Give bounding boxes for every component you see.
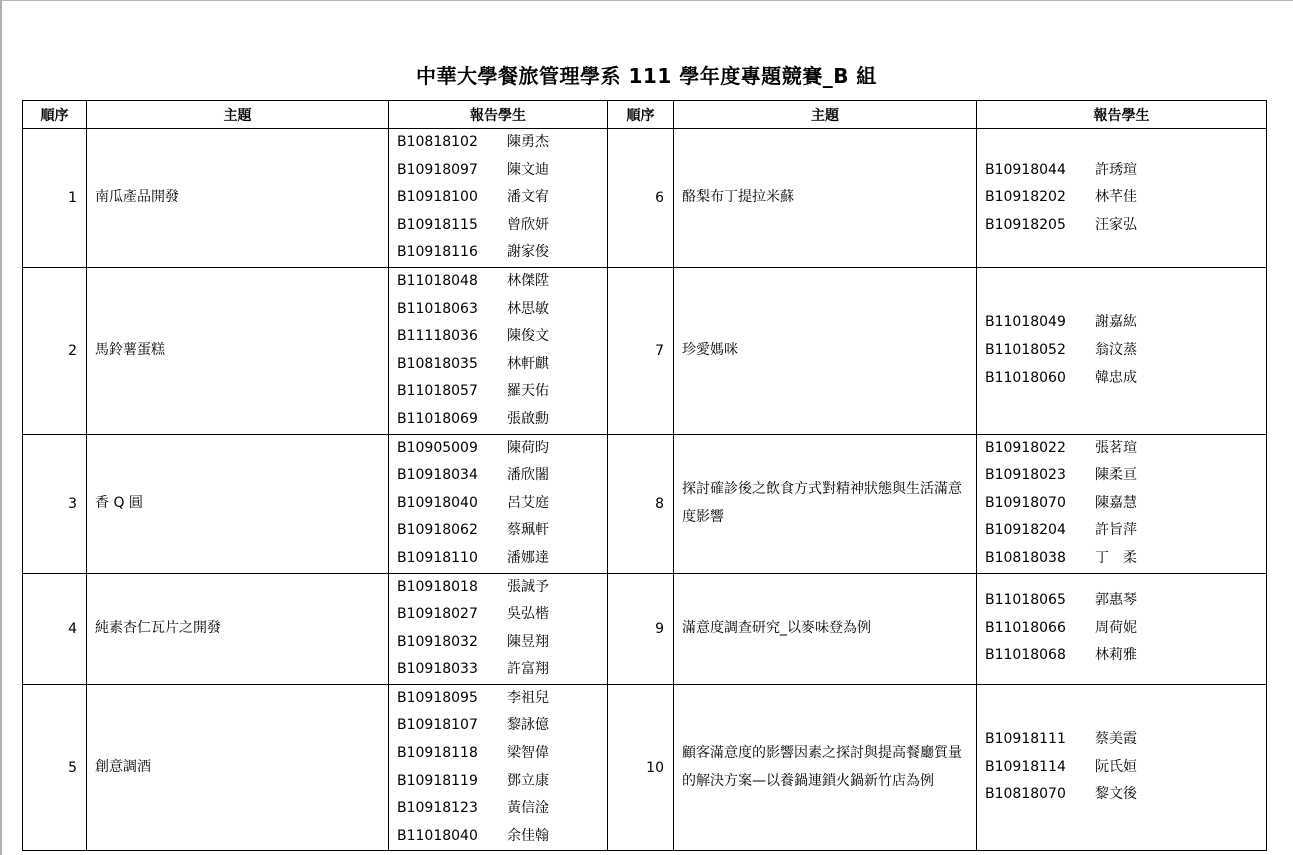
student-name: 周荷妮 [1095,619,1137,636]
topic-cell: 純素杏仁瓦片之開發 [87,573,389,684]
student-id: B10918118 [397,745,478,762]
student-entry [397,685,607,713]
document-title: 中華大學餐旅管理學系 111 學年度專題競賽_B 組 [416,64,877,88]
student-entry [985,462,1266,490]
header-row [23,101,1267,129]
header-order-right: 順序 [608,101,674,129]
order-number: 10 [608,684,674,851]
header-topic: 主題 [87,101,389,129]
table-row [23,684,1267,851]
topic-cell: 南瓜產品開發 [87,129,389,268]
student-entry [397,184,607,212]
student-id: B10918040 [397,494,478,511]
student-entry [985,157,1266,185]
student-name: 蔡珮軒 [507,522,549,539]
student-id: B11018040 [397,827,478,844]
student-entry [985,365,1266,393]
student-name: 羅天佑 [507,383,549,400]
student-entry [397,296,607,324]
student-name: 呂艾庭 [507,494,549,511]
order-number: 1 [23,129,87,268]
student-id: B11018049 [985,314,1066,331]
table-body [23,129,1267,851]
table-row [23,267,1267,434]
student-entry [985,517,1266,545]
students-cell [977,267,1267,434]
student-id: B10918107 [397,717,478,734]
student-entry [397,795,607,823]
student-name: 陳柔亘 [1095,467,1137,484]
order-number: 2 [23,267,87,434]
student-id: B11018065 [985,592,1066,609]
student-name: 謝家俊 [507,244,549,261]
student-id: B10918204 [985,522,1066,539]
student-entry [985,781,1266,809]
student-id: B11018052 [985,341,1066,358]
student-id: B10918202 [985,189,1066,206]
header-topic-right: 主題 [674,101,977,129]
student-id: B11018048 [397,272,478,289]
student-entry [397,601,607,629]
header-order: 順序 [23,101,87,129]
student-id: B10918100 [397,189,478,206]
student-entry [397,629,607,657]
topic-cell: 探討確診後之飲食方式對精神狀態與生活滿意度影響 [674,434,977,573]
student-entry [397,129,607,157]
student-entry [397,517,607,545]
student-name: 許旨萍 [1095,522,1137,539]
student-entry [985,587,1266,615]
student-entry [397,239,607,267]
student-id: B11018057 [397,383,478,400]
student-name: 陳勇杰 [507,134,549,150]
student-id: B10918114 [985,758,1066,775]
student-id: B10918032 [397,633,478,650]
order-number: 8 [608,434,674,573]
student-entry [397,545,607,573]
student-entry [985,212,1266,240]
student-name: 韓忠成 [1095,369,1137,386]
student-id: B10918018 [397,578,478,595]
student-name: 余佳翰 [507,827,549,844]
student-name: 黎文後 [1095,786,1137,803]
student-entry [397,740,607,768]
students-cell [977,434,1267,573]
order-number: 4 [23,573,87,684]
student-name: 陳昱翔 [507,633,549,650]
topic-cell: 酪梨布丁提拉米蘇 [674,129,977,268]
student-entry [397,435,607,463]
student-id: B11018068 [985,647,1066,664]
topic-cell: 創意調酒 [87,684,389,851]
student-entry [397,406,607,434]
table-row [23,573,1267,684]
student-name: 陳文迪 [507,161,549,178]
student-id: B10918123 [397,800,478,817]
student-id: B10918110 [397,549,478,566]
student-entry [397,157,607,185]
student-id: B10918033 [397,661,478,678]
student-entry [397,656,607,684]
student-name: 潘文宥 [507,189,549,206]
student-id: B10918119 [397,772,478,789]
students-cell [977,129,1267,268]
student-id: B10918034 [397,467,478,484]
student-id: B11018066 [985,619,1066,636]
student-name: 蔡美霞 [1095,731,1137,748]
student-id: B10918027 [397,606,478,623]
student-entry [985,490,1266,518]
student-entry [985,309,1266,337]
student-entry [985,435,1266,463]
topic-cell: 珍愛媽咪 [674,267,977,434]
order-number: 7 [608,267,674,434]
students-cell [977,684,1267,851]
student-name: 陳俊文 [507,328,549,345]
order-number: 6 [608,129,674,268]
order-number: 9 [608,573,674,684]
student-entry [397,490,607,518]
topic-cell: 滿意度調查研究_以麥味登為例 [674,573,977,684]
student-id: B10818035 [397,355,478,372]
student-id: B10918022 [985,439,1066,456]
student-name: 許富翔 [507,661,549,678]
student-name: 黎詠億 [507,717,549,734]
student-id: B10918070 [985,494,1066,511]
student-id: B10818102 [397,134,478,150]
header-students-right: 報告學生 [977,101,1267,129]
table-row [23,129,1267,268]
student-id: B10918044 [985,161,1066,178]
student-id: B11018063 [397,300,478,317]
header-students: 報告學生 [389,101,608,129]
student-id: B10918111 [985,731,1066,748]
topic-cell: 香 Q 圓 [87,434,389,573]
student-entry [397,712,607,740]
student-name: 梁智偉 [507,745,549,762]
students-cell [977,573,1267,684]
topic-cell: 顧客滿意度的影響因素之探討與提高餐廳質量的解決方案—以養鍋連鎖火鍋新竹店為例 [674,684,977,851]
student-name: 張茗瑄 [1095,439,1137,456]
student-id: B10918097 [397,161,478,178]
student-id: B10818038 [985,549,1066,566]
student-entry [397,268,607,296]
student-entry [397,574,607,602]
student-name: 謝嘉紘 [1095,314,1137,331]
student-name: 林芊佳 [1095,189,1137,206]
student-id: B10918023 [985,467,1066,484]
student-entry [985,545,1266,573]
order-number: 5 [23,684,87,851]
student-name: 林軒麒 [507,355,549,372]
student-entry [397,768,607,796]
student-id: B10818070 [985,786,1066,803]
student-entry [397,823,607,851]
order-number: 3 [23,434,87,573]
student-entry [397,378,607,406]
schedule-table [22,100,1267,851]
student-name: 林思敏 [507,300,549,317]
students-cell [389,267,608,434]
students-cell [389,434,608,573]
student-entry [397,212,607,240]
student-name: 林傑陞 [507,272,549,289]
student-id: B10918116 [397,244,478,261]
student-name: 林莉雅 [1095,647,1137,664]
student-entry [985,754,1266,782]
student-entry [985,726,1266,754]
student-entry [397,351,607,379]
student-id: B10918062 [397,522,478,539]
student-name: 潘欣闍 [507,467,549,484]
students-cell [389,573,608,684]
student-entry [397,323,607,351]
student-name: 阮氏姮 [1095,758,1137,775]
student-name: 陳嘉慧 [1095,494,1137,511]
student-name: 張啟勳 [507,410,549,427]
student-name: 汪家弘 [1095,216,1137,233]
student-name: 李祖兒 [507,689,549,706]
student-entry [397,462,607,490]
student-name: 鄧立康 [507,772,549,789]
students-cell [389,684,608,851]
students-cell [389,129,608,268]
student-id: B11018060 [985,369,1066,386]
student-name: 潘娜達 [507,549,549,566]
student-id: B11018069 [397,410,478,427]
student-id: B10918115 [397,216,478,233]
student-name: 翁汶蒸 [1095,341,1137,358]
student-name: 黃信淦 [507,800,549,817]
student-id: B10905009 [397,439,478,456]
window-top-border [0,0,1293,1]
student-name: 陳荷昀 [507,439,549,456]
student-name: 郭惠琴 [1095,592,1137,609]
student-entry [985,642,1266,670]
student-name: 許琇瑄 [1095,161,1137,178]
student-id: B11118036 [397,328,478,345]
student-entry [985,184,1266,212]
student-id: B10918205 [985,216,1066,233]
student-name: 曾欣妍 [507,216,549,233]
student-name: 張誠予 [507,578,549,595]
student-name: 丁 柔 [1095,549,1137,566]
student-id: B10918095 [397,689,478,706]
student-name: 吳弘楷 [507,606,549,623]
table-row [23,434,1267,573]
student-entry [985,337,1266,365]
topic-cell: 馬鈴薯蛋糕 [87,267,389,434]
window-left-border [0,0,2,855]
student-entry [985,615,1266,643]
